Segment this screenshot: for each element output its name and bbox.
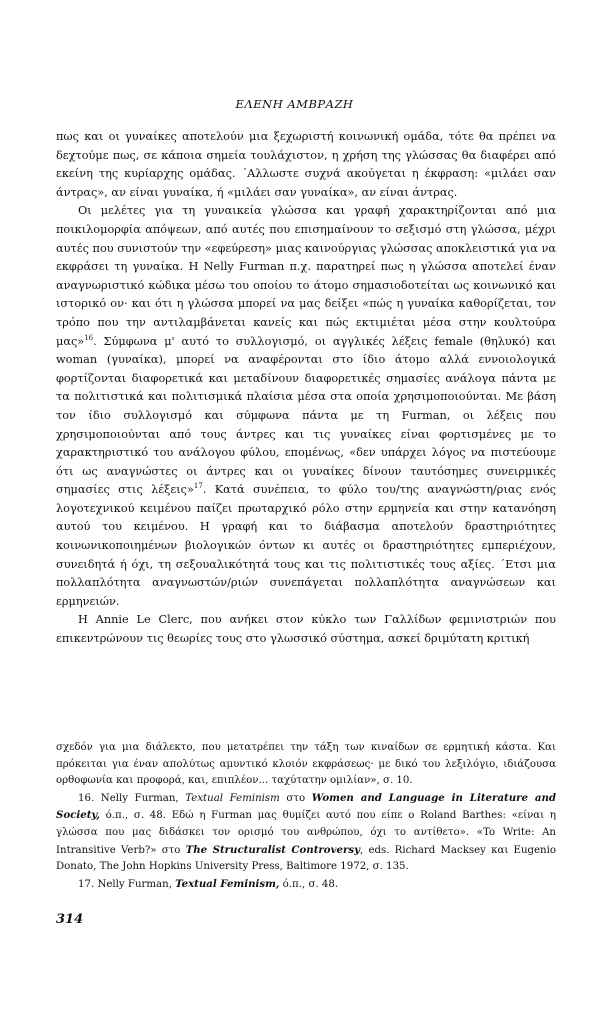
page-number: 314 (56, 912, 84, 927)
footnote-16-rest-1: ό.π., σ. 48. Εδώ η Furman μας θυμίζει αυτό που είπε ο Roland Barthes: «είναι η γλώσσα που μας διδάσκει τον ορισμό του ανθρώπου, όχι το αντίθετο». «To Write: An Intransitive Verb?» στο (56, 810, 556, 856)
footnote-17-title: Textual Feminism, (175, 877, 280, 890)
footnote-17 (56, 876, 556, 894)
footnote-17-rest: ό.π., σ. 48. (279, 878, 339, 890)
footnote-16 (56, 790, 556, 876)
paragraph-1: πως και οι γυναίκες αποτελούν μια ξεχωριστή κοινωνική ομάδα, τότε θα πρέπει να δεχτούμε πως, σε κάποια σημεία τουλάχιστον, η χρήση της γλώσσας θα διαφέρει από εκείνη της κυρίαρχης ομάδας. ΄Αλλωστε συχνά ακούγεται η έκφραση: «μιλάει σαν άντρας», αν είναι γυναίκα, ή «μιλάει σαν γυναίκα», αν είναι άντρας. (56, 130, 556, 199)
paragraph-2 (56, 202, 556, 611)
footnote-16-in: στο (279, 792, 312, 804)
footnote-17-lead: 17. Nelly Furman, (78, 878, 176, 890)
footnote-16-book-2: The Structuralist Controversy (185, 843, 361, 856)
footnote-ref-17: 17 (193, 482, 203, 491)
footnote-continuation: σχεδόν για μια διάλεκτο, που μετατρέπει την τάξη των κιναίδων σε ερμητική κάστα. Και πρόκειται για έναν απολύτως αμυντικό κλοιόν εκφράσεως· με δικό του λεξιλόγιο, ιδιάζουσα ορθοφωνία και προφορά, και, επιπλέον... ταχύτατην ομιλίαν», σ. 10. (56, 742, 556, 787)
body-text (56, 128, 556, 649)
footnote-16-book: Women and Language in Literature and Society, (56, 791, 557, 822)
paragraph-2-part-b: . Σύμφωνα μ' αυτό το συλλογισμό, οι αγγλικές λέξεις female (θηλυκό) και woman (γυναίκα), μπορεί να αναφέρονται στο ίδιο άτομο αλλά εννοιολογικά φορτίζονται διαφορετικά και μεταδίνουν διαφορετικές σημασίες ανάλογα πάντα με τα πολιτιστικά και πολιτισμικά πλαίσια μέσα στα οποία χρησιμοποιούνται. Με βάση τον ίδιο συλλογισμό και σύμφωνα πάντα με τη Furman, οι λέξεις που χρησιμοποιούνται από τους άντρες και τις γυναίκες είναι φορτισμένες με το χαρακτηριστικό του ανάλογου φύλου, επομένως, «δεν υπάρχει λόγος να πιστεύουμε ότι ως αναγνώστες οι άντρες και οι γυναίκες δίνουν ταυτόσημες συνειρμικές σημασίες στις λέξεις» (56, 334, 556, 497)
paragraph-2-part-c: . Κατά συνέπεια, το φύλο του/της αναγνώστη/ριας ενός λογοτεχνικού κειμένου παίζει πρωταρχικό ρόλο στην ερμηνεία και στην κατανόηση αυτού του κειμένου. Η γραφή και το διάβασμα αποτελούν δραστηριότητες κοινωνικοποιημένων βιολογικών όντων κι αυτές οι δραστηριότητες εμπεριέχουν, συνειδητά ή όχι, τη σεξουαλικότητά τους και τις πολιτιστικές τους αξίες. ΄Ετσι μια πολλαπλότητα αναγνωστών/ριών συνεπάγεται πολλαπλότητα αναγνώσεων και ερμηνειών. (56, 483, 556, 608)
footnotes (56, 740, 556, 893)
footnote-16-rest-2: , eds. Richard Macksey και Eugenio Donato, The John Hopkins University Press, Baltimore 1972, σ. 135. (56, 844, 557, 873)
paragraph-2-part-a: Οι μελέτες για τη γυναικεία γλώσσα και γραφή χαρακτηρίζονται από μια ποικιλομορφία απόψεων, από αυτές που επισημαίνουν το σεξισμό στη γλώσσα, μέχρι αυτές που συνιστούν την «εφεύρεση» μιας καινούργιας γλώσσας αποκλειστικά για να εκφράσει τη γυναίκα. Η Nelly Furman π.χ. παρατηρεί πως η γλώσσα αποτελεί έναν αναγνωριστικό κώδικα μέσω του οποίου το άτομο σημασιοδοτείται ως κοινωνικό και ιστορικό ον· και ότι η γλώσσα μπορεί να μας δείξει «πώς η γυναίκα καθορίζεται, τον τρόπο που την αντιλαμβάνεται κανείς και πώς εκτιμιέται μέσα στην κουλτούρα μας» (56, 204, 556, 348)
footnote-16-lead: 16. Nelly Furman, (78, 792, 186, 804)
running-head: ΕΛΕΝΗ ΑΜΒΡΑΖΗ (235, 97, 354, 111)
footnote-16-title: Textual Feminism (185, 792, 280, 804)
paragraph-3: Η Annie Le Clerc, που ανήκει στον κύκλο των Γαλλίδων φεμινιστριών που επικεντρώνουν τις θεωρίες τους στο γλωσσικό σύστημα, ασκεί δριμύτατη κριτική (56, 613, 556, 646)
footnote-ref-16: 16 (84, 333, 94, 342)
